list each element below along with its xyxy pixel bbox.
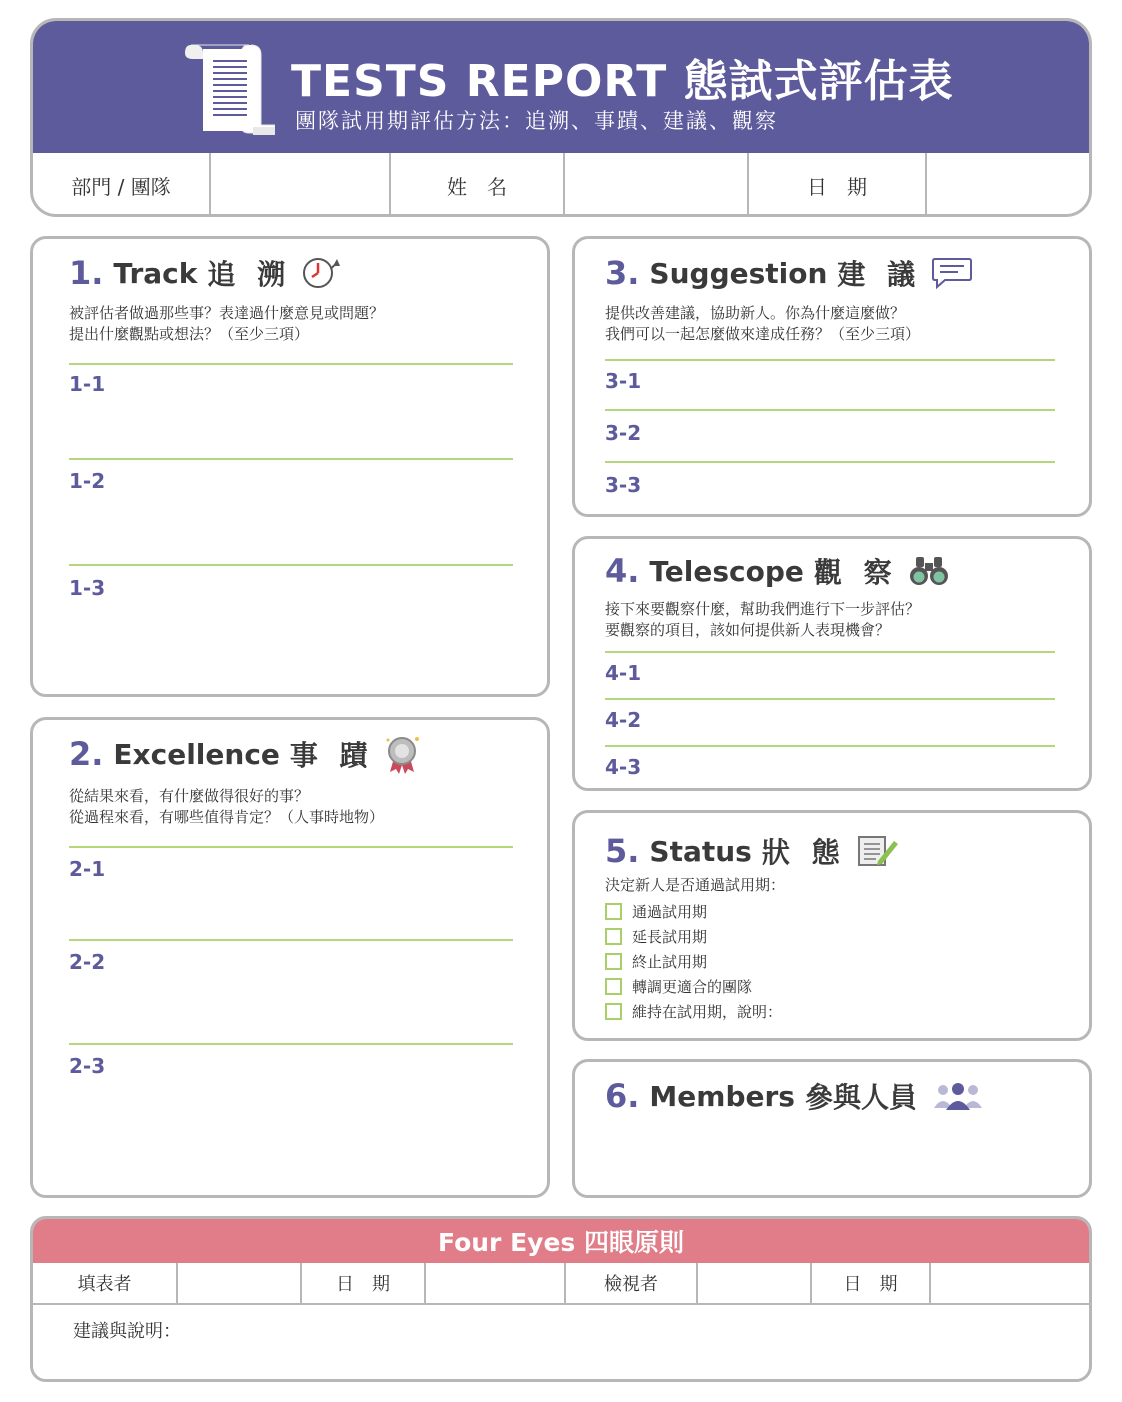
- section-excellence-desc: [69, 786, 384, 828]
- item-label: 4-1: [605, 661, 642, 685]
- scroll-document-icon: [183, 41, 275, 137]
- filler-label: 填表者: [33, 1263, 178, 1303]
- status-option[interactable]: [605, 951, 707, 972]
- section-number: 6.: [605, 1077, 640, 1115]
- divider-line: [69, 564, 513, 566]
- desc-line: 要觀察的項目，該如何提供新人表現機會？: [605, 621, 891, 639]
- section-members: [572, 1059, 1092, 1198]
- section-title-zh: 狀 態: [761, 836, 846, 869]
- section-number: 1.: [69, 254, 104, 292]
- page-subtitle: 團隊試用期評估方法：追溯、事蹟、建議、觀察: [295, 109, 778, 133]
- checkbox[interactable]: [605, 953, 622, 970]
- section-number: 4.: [605, 552, 640, 590]
- date-label: 日 期: [749, 153, 927, 217]
- people-group-icon: [933, 1080, 983, 1112]
- divider-line: [605, 698, 1055, 700]
- divider-line: [69, 939, 513, 941]
- status-prompt: 決定新人是否通過試用期：: [605, 876, 786, 894]
- name-label: 姓 名: [391, 153, 565, 217]
- item-label: 2-2: [69, 950, 106, 974]
- section-title-zh: 事 蹟: [289, 739, 374, 772]
- item-label: 3-1: [605, 369, 642, 393]
- divider-line: [69, 1043, 513, 1045]
- notes-label: 建議與說明：: [73, 1321, 181, 1342]
- item-label: 2-3: [69, 1054, 106, 1078]
- desc-line: 提供改善建議，協助新人。你為什麼這麼做？: [605, 304, 906, 322]
- option-label: 終止試用期: [632, 953, 708, 971]
- section-title-en: Track: [113, 256, 198, 290]
- divider-line: [605, 745, 1055, 747]
- reviewer-label: 檢視者: [566, 1263, 698, 1303]
- chat-bubble-icon: [931, 256, 973, 290]
- divider-line: [605, 651, 1055, 653]
- desc-line: 從過程來看，有哪些值得肯定？（人事時地物）: [69, 808, 385, 826]
- section-telescope: [572, 536, 1092, 791]
- section-suggestion-title: [605, 253, 973, 293]
- item-label: 1-1: [69, 372, 106, 396]
- filler-date-field[interactable]: [426, 1263, 566, 1303]
- clock-icon: [301, 255, 343, 291]
- desc-line: 被評估者做過那些事？表達過什麼意見或問題？: [69, 304, 385, 322]
- section-members-title: [605, 1076, 983, 1116]
- section-track-desc: [69, 303, 384, 345]
- medal-icon: [384, 734, 422, 774]
- section-title-en: Excellence: [113, 737, 280, 771]
- section-title-zh: 觀 察: [813, 556, 898, 589]
- section-title-en: Members: [649, 1079, 795, 1113]
- members-field[interactable]: [605, 1128, 1065, 1188]
- section-number: 5.: [605, 832, 640, 870]
- option-label: 維持在試用期，說明：: [632, 1003, 783, 1021]
- name-field[interactable]: [565, 153, 749, 217]
- section-number: 3.: [605, 254, 640, 292]
- notepad-pencil-icon: [856, 833, 900, 869]
- checkbox[interactable]: [605, 978, 622, 995]
- option-label: 延長試用期: [632, 928, 708, 946]
- item-label: 4-2: [605, 708, 642, 732]
- divider-line: [69, 363, 513, 365]
- item-label: 1-3: [69, 576, 106, 600]
- binoculars-icon: [908, 555, 950, 587]
- status-option[interactable]: [605, 901, 707, 922]
- section-excellence-title: [69, 734, 422, 774]
- item-label: 3-3: [605, 473, 642, 497]
- item-label: 3-2: [605, 421, 642, 445]
- divider-line: [69, 458, 513, 460]
- footer-title: Four Eyes 四眼原則: [33, 1219, 1089, 1263]
- checkbox[interactable]: [605, 903, 622, 920]
- item-label: 4-3: [605, 755, 642, 779]
- section-status-title: [605, 831, 900, 871]
- item-label: 1-2: [69, 469, 106, 493]
- section-title-en: Telescope: [649, 554, 804, 588]
- notes-field[interactable]: [73, 1343, 1053, 1377]
- status-option[interactable]: [605, 976, 752, 997]
- section-title-zh: 參與人員: [804, 1081, 917, 1114]
- date-field[interactable]: [927, 153, 1089, 217]
- checkbox[interactable]: [605, 1003, 622, 1020]
- section-number: 2.: [69, 735, 104, 773]
- section-excellence: [30, 717, 550, 1198]
- filler-date-label: 日 期: [302, 1263, 426, 1303]
- info-row: [33, 153, 1089, 217]
- section-title-zh: 建 議: [837, 258, 922, 291]
- section-title-zh: 追 溯: [207, 258, 292, 291]
- status-option[interactable]: [605, 1001, 782, 1022]
- section-track: [30, 236, 550, 697]
- section-title-en: Suggestion: [649, 256, 828, 290]
- checkbox[interactable]: [605, 928, 622, 945]
- divider-line: [69, 846, 513, 848]
- reviewer-date-label: 日 期: [812, 1263, 931, 1303]
- reviewer-date-field[interactable]: [931, 1263, 1089, 1303]
- desc-line: 提出什麼觀點或想法？（至少三項）: [69, 325, 310, 343]
- footer-sign-row: [33, 1263, 1089, 1305]
- divider-line: [605, 461, 1055, 463]
- divider-line: [605, 359, 1055, 361]
- department-label: 部門 / 團隊: [33, 153, 211, 217]
- four-eyes-footer: [30, 1216, 1092, 1382]
- section-track-title: [69, 253, 343, 293]
- filler-field[interactable]: [178, 1263, 302, 1303]
- desc-line: 我們可以一起怎麼做來達成任務？（至少三項）: [605, 325, 921, 343]
- desc-line: 接下來要觀察什麼，幫助我們進行下一步評估？: [605, 600, 921, 618]
- option-label: 轉調更適合的團隊: [632, 978, 753, 996]
- item-label: 2-1: [69, 857, 106, 881]
- reviewer-field[interactable]: [698, 1263, 812, 1303]
- status-option[interactable]: [605, 926, 707, 947]
- divider-line: [605, 409, 1055, 411]
- page-title: TESTS REPORT 態試式評估表: [291, 56, 954, 107]
- header-band: [33, 21, 1089, 153]
- report-header: [30, 18, 1092, 217]
- section-title-en: Status: [649, 834, 752, 868]
- section-status: [572, 810, 1092, 1041]
- desc-line: 從結果來看，有什麼做得很好的事？: [69, 787, 310, 805]
- section-telescope-title: [605, 551, 950, 591]
- section-suggestion: [572, 236, 1092, 517]
- department-field[interactable]: [211, 153, 391, 217]
- option-label: 通過試用期: [632, 903, 708, 921]
- section-telescope-desc: [605, 599, 920, 641]
- section-suggestion-desc: [605, 303, 920, 345]
